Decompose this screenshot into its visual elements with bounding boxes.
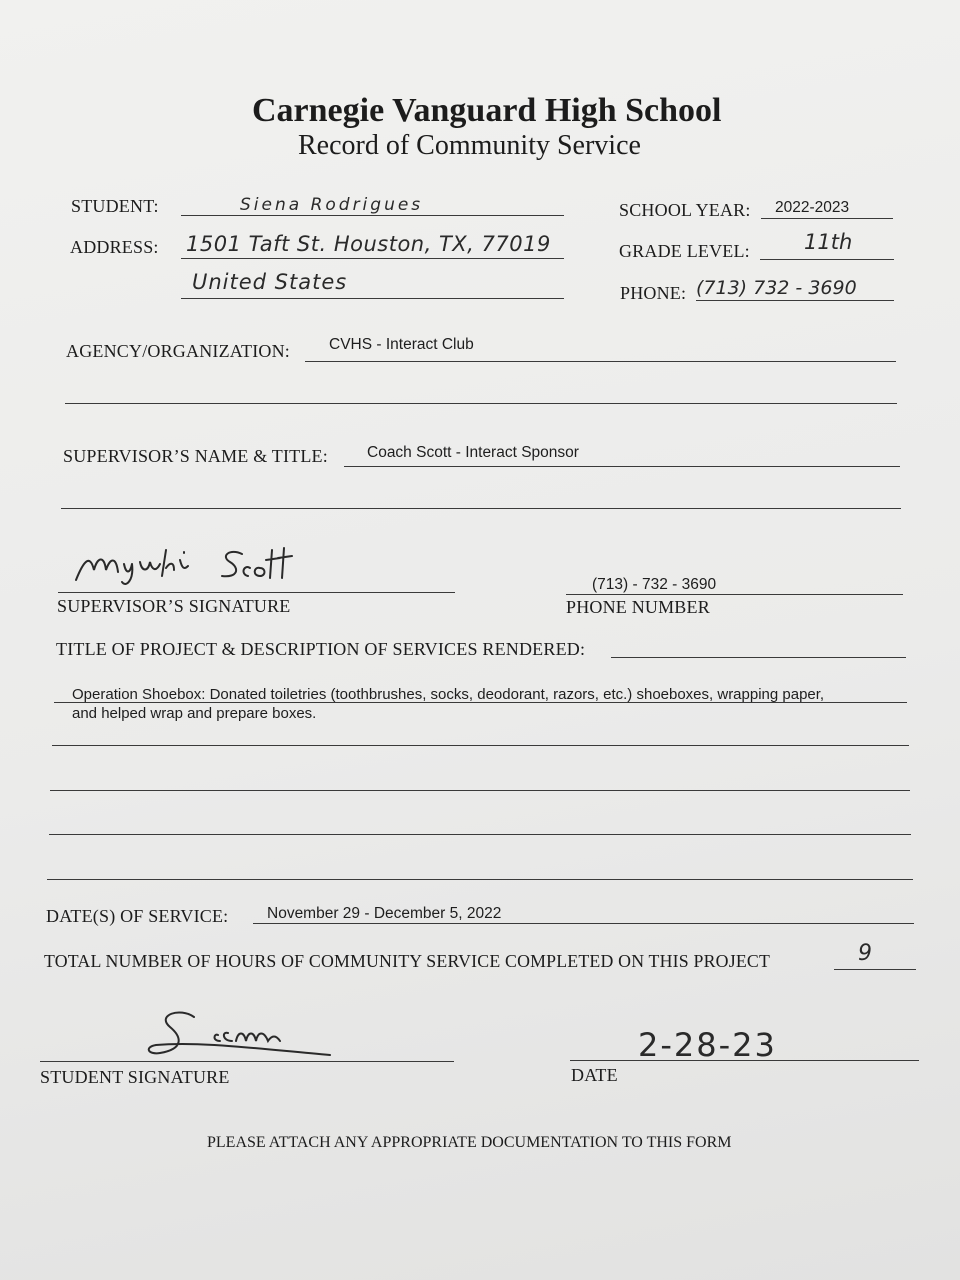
date-value: 2-28-23: [638, 1026, 777, 1064]
student-line: [181, 215, 564, 216]
supervisor-extra-line: [61, 508, 901, 509]
school-year-label: SCHOOL YEAR:: [619, 200, 751, 220]
project-description-line1: Operation Shoebox: Donated toiletries (toothbrushes, socks, deodorant, razors, etc.) shoeboxes, wrapping paper,: [72, 686, 825, 703]
supervisor-phone-line: [566, 594, 903, 595]
supervisor-value: Coach Scott - Interact Sponsor: [367, 444, 579, 461]
project-line-2: [52, 745, 909, 746]
student-signature-label: STUDENT SIGNATURE: [40, 1067, 230, 1087]
school-year-value: 2022-2023: [775, 199, 850, 216]
student-name-value: Siena Rodrigues: [240, 195, 424, 215]
grade-level-label: GRADE LEVEL:: [619, 241, 750, 261]
project-line-4: [49, 834, 911, 835]
hours-label: TOTAL NUMBER OF HOURS OF COMMUNITY SERVICE COMPLETED ON THIS PROJECT: [44, 951, 771, 971]
agency-label: AGENCY/ORGANIZATION:: [66, 341, 290, 361]
address-label: ADDRESS:: [70, 237, 159, 257]
hours-value: 9: [858, 941, 872, 966]
address-line-1: [181, 258, 564, 259]
grade-level-line: [760, 259, 894, 260]
address-value-line1: 1501 Taft St. Houston, TX, 77019: [186, 232, 551, 256]
date-line: [570, 1060, 919, 1061]
supervisor-label: SUPERVISOR’S NAME & TITLE:: [63, 446, 328, 466]
school-year-line: [761, 218, 893, 219]
phone-label: PHONE:: [620, 283, 687, 303]
supervisor-signature-line: [58, 592, 455, 593]
student-signature: [140, 1005, 340, 1065]
school-name: Carnegie Vanguard High School: [252, 92, 722, 129]
supervisor-signature-label: SUPERVISOR’S SIGNATURE: [57, 596, 291, 616]
dates-value: November 29 - December 5, 2022: [267, 905, 502, 922]
address-line-2: [181, 298, 564, 299]
hours-line: [834, 969, 916, 970]
student-label: STUDENT:: [71, 196, 159, 216]
project-line-1: [54, 702, 907, 703]
agency-line: [305, 361, 896, 362]
project-title-line: [611, 657, 906, 658]
agency-extra-line: [65, 403, 897, 404]
student-signature-line: [40, 1061, 454, 1062]
date-label: DATE: [571, 1065, 618, 1085]
agency-value: CVHS - Interact Club: [329, 336, 474, 353]
grade-level-value: 11th: [804, 230, 853, 254]
form-title: Record of Community Service: [298, 130, 641, 161]
dates-label: DATE(S) OF SERVICE:: [46, 906, 229, 926]
supervisor-phone-label: PHONE NUMBER: [566, 597, 710, 617]
phone-line: [696, 300, 894, 301]
project-line-5: [47, 879, 913, 880]
project-label: TITLE OF PROJECT & DESCRIPTION OF SERVICES RENDERED:: [56, 639, 586, 659]
dates-line: [253, 923, 914, 924]
project-description-line2: and helped wrap and prepare boxes.: [72, 705, 317, 722]
project-line-3: [50, 790, 910, 791]
supervisor-phone-value: (713) - 732 - 3690: [592, 576, 717, 593]
supervisor-line: [344, 466, 900, 467]
phone-value: (713) 732 - 3690: [696, 277, 857, 299]
supervisor-signature: [70, 540, 340, 590]
footer-note: PLEASE ATTACH ANY APPROPRIATE DOCUMENTATION TO THIS FORM: [207, 1134, 732, 1151]
address-value-line2: United States: [192, 270, 348, 294]
